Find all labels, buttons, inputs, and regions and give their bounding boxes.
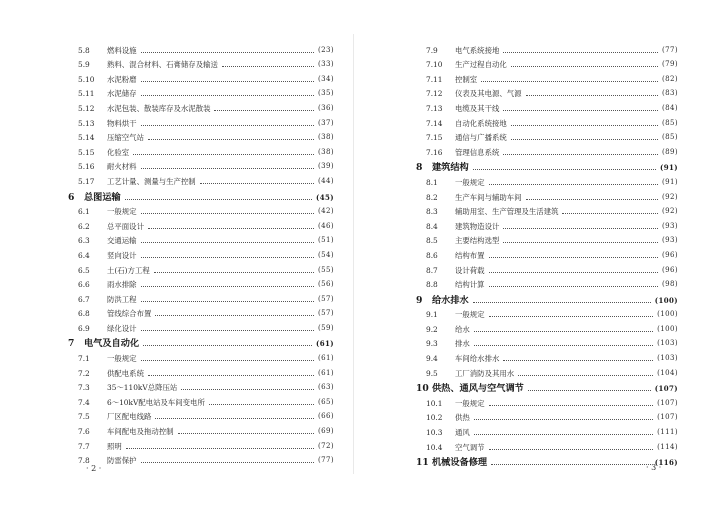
toc-entry-page: (23) (318, 45, 334, 54)
dot-leader (511, 125, 658, 126)
dot-leader (141, 125, 314, 126)
toc-entry-number: 8.6 (426, 250, 438, 260)
toc-entry-number: 9.2 (426, 324, 438, 334)
toc-entry-number: 10 (416, 383, 429, 395)
toc-entry-page: (33) (318, 60, 334, 69)
toc-entry-title: 化验室 (107, 147, 130, 157)
toc-entry-page: (100) (657, 310, 678, 319)
toc-entry-number: 8.8 (426, 280, 438, 290)
toc-entry-page: (56) (318, 280, 334, 289)
toc-entry-number: 9.4 (426, 354, 438, 364)
dot-leader (473, 302, 651, 303)
toc-entry-page: (54) (318, 250, 334, 259)
toc-entry-title: 生产车间与辅助车间 (455, 192, 522, 202)
toc-section-entry (68, 84, 334, 99)
toc-entry-title: 水泥包装、散装库存及水泥散装 (107, 103, 211, 113)
toc-entry-page: (103) (657, 354, 678, 363)
toc-entry-number: 10.4 (426, 442, 443, 452)
toc-entry-page: (96) (662, 265, 678, 274)
toc-section-entry (416, 231, 678, 246)
toc-entry-page: (98) (662, 280, 678, 289)
toc-entry-number: 7.5 (78, 412, 90, 422)
toc-chapter-entry (416, 157, 678, 173)
toc-entry-title: 一般规定 (107, 354, 137, 364)
toc-entry-number: 8.7 (426, 265, 438, 275)
toc-entry-page: (79) (662, 60, 678, 69)
dot-leader (489, 405, 654, 406)
dot-leader (155, 315, 314, 316)
toc-entry-number: 7.7 (78, 441, 90, 451)
dot-leader (133, 154, 314, 155)
toc-entry-title: 水泥储存 (107, 89, 137, 99)
toc-entry-number: 7.3 (78, 383, 90, 393)
toc-section-entry (416, 98, 678, 113)
toc-entry-page: (61) (318, 354, 334, 363)
dot-leader (518, 375, 653, 376)
dot-leader (474, 419, 653, 420)
toc-entry-number: 10.3 (426, 428, 443, 438)
toc-entry-page: (107) (657, 398, 678, 407)
toc-entry-page: (57) (318, 309, 334, 318)
toc-section-entry (68, 171, 334, 186)
toc-entry-page: (100) (657, 324, 678, 333)
toc-section-entry (416, 305, 678, 320)
toc-section-entry (68, 128, 334, 143)
toc-chapter-entry (416, 452, 678, 468)
toc-section-entry (416, 128, 678, 143)
dot-leader (503, 228, 658, 229)
toc-entry-title: 管理信息系统 (455, 147, 500, 157)
toc-entry-number: 7.15 (426, 133, 443, 143)
toc-entry-title: 电气及自动化 (84, 338, 140, 350)
toc-section-entry (68, 436, 334, 451)
toc-entry-page: (45) (316, 192, 334, 202)
toc-entry-number: 8.5 (426, 236, 438, 246)
toc-entry-page: (69) (318, 427, 334, 436)
toc-entry-title: 结构布置 (455, 250, 485, 260)
toc-section-entry (416, 275, 678, 290)
toc-entry-page: (36) (318, 103, 334, 112)
toc-entry-title: 电气系统接地 (455, 45, 500, 55)
dot-leader (155, 418, 314, 419)
toc-entry-title: 给水排水 (432, 294, 469, 306)
toc-entry-page: (114) (657, 442, 678, 451)
toc-entry-page: (107) (657, 413, 678, 422)
toc-entry-title: 电缆及其干线 (455, 103, 500, 113)
toc-entry-page: (65) (318, 397, 334, 406)
dot-leader (141, 286, 314, 287)
toc-entry-page: (35) (318, 89, 334, 98)
toc-section-entry (68, 260, 334, 275)
toc-entry-number: 7.8 (78, 456, 90, 466)
toc-entry-page: (44) (318, 176, 334, 185)
toc-section-entry (68, 378, 334, 393)
dot-leader (526, 95, 658, 96)
dot-leader (141, 213, 314, 214)
toc-entry-number: 6.3 (78, 236, 90, 246)
toc-entry-page: (66) (318, 412, 334, 421)
dot-leader (148, 375, 314, 376)
toc-entry-title: 控制室 (455, 74, 478, 84)
toc-entry-number: 6 (68, 191, 75, 203)
toc-entry-title: 通信与广播系统 (455, 133, 507, 143)
toc-entry-title: 自动化系统接地 (455, 118, 507, 128)
toc-entry-number: 9 (416, 294, 423, 306)
toc-entry-number: 5.17 (78, 176, 95, 186)
toc-entry-page: (38) (318, 147, 334, 156)
toc-entry-title: 绿化设计 (107, 323, 137, 333)
toc-entry-title: 总图运输 (84, 191, 121, 203)
toc-entry-title: 一般规定 (455, 177, 485, 187)
toc-entry-title: 主要结构选型 (455, 236, 500, 246)
toc-entry-number: 6.6 (78, 280, 90, 290)
dot-leader (503, 360, 653, 361)
toc-entry-page: (85) (662, 133, 678, 142)
toc-entry-number: 6.5 (78, 265, 90, 275)
toc-entry-number: 5.16 (78, 162, 95, 172)
dot-leader (511, 139, 658, 140)
page-gutter (353, 34, 354, 474)
dot-leader (526, 199, 658, 200)
toc-section-entry (68, 318, 334, 333)
toc-entry-page: (61) (318, 368, 334, 377)
toc-entry-title: 土(石)方工程 (107, 265, 150, 275)
dot-leader (562, 213, 658, 214)
toc-entry-number: 10.2 (426, 413, 443, 423)
toc-section-entry (68, 40, 334, 55)
dot-leader (474, 345, 653, 346)
toc-entry-page: (100) (654, 295, 678, 305)
toc-section-entry (416, 408, 678, 423)
toc-chapter-entry (68, 333, 334, 349)
toc-entry-title: 耐火材料 (107, 162, 137, 172)
toc-entry-number: 7.10 (426, 60, 443, 70)
dot-leader (178, 433, 314, 434)
dot-leader (209, 404, 314, 405)
toc-entry-number: 7.12 (426, 89, 443, 99)
toc-entry-number: 6.2 (78, 221, 90, 231)
toc-entry-page: (34) (318, 74, 334, 83)
toc-section-entry (416, 113, 678, 128)
toc-section-entry (68, 289, 334, 304)
toc-section-entry (68, 363, 334, 378)
dot-leader (481, 81, 658, 82)
toc-entry-title: 结构计算 (455, 280, 485, 290)
toc-entry-number: 5.12 (78, 103, 95, 113)
toc-section-entry (68, 98, 334, 113)
toc-section-entry (416, 69, 678, 84)
toc-entry-page: (116) (654, 458, 678, 468)
toc-entry-number: 5.13 (78, 118, 95, 128)
toc-entry-title: 熟料、混合材料、石膏储存及输送 (107, 60, 218, 70)
toc-entry-title: 照明 (107, 441, 122, 451)
toc-section-entry (416, 393, 678, 408)
toc-entry-page: (104) (657, 368, 678, 377)
toc-entry-title: 辅助用室、生产管理及生活建筑 (455, 207, 559, 217)
toc-entry-number: 9.3 (426, 339, 438, 349)
toc-section-entry (68, 407, 334, 422)
toc-entry-number: 6.1 (78, 207, 90, 217)
toc-entry-page: (59) (318, 323, 334, 332)
toc-entry-number: 5.9 (78, 60, 90, 70)
toc-section-entry (68, 157, 334, 172)
toc-entry-title: 供热、通风与空气调节 (432, 383, 524, 395)
dot-leader (200, 183, 314, 184)
toc-entry-title: 车间给水排水 (455, 354, 500, 364)
toc-section-entry (68, 216, 334, 231)
toc-entry-title: 防雷保护 (107, 456, 137, 466)
toc-entry-page: (93) (662, 236, 678, 245)
dot-leader (141, 242, 314, 243)
dot-leader (141, 462, 314, 463)
dot-leader (489, 286, 658, 287)
toc-entry-title: 一般规定 (107, 207, 137, 217)
toc-entry-page: (91) (662, 177, 678, 186)
toc-entry-page: (89) (662, 147, 678, 156)
toc-entry-page: (51) (318, 236, 334, 245)
dot-leader (489, 449, 654, 450)
dot-leader (141, 257, 314, 258)
right-page-toc (416, 40, 678, 467)
toc-entry-page: (77) (662, 45, 678, 54)
toc-entry-title: 供配电系统 (107, 368, 144, 378)
toc-section-entry (68, 113, 334, 128)
toc-entry-title: 6～10kV配电站及车间变电所 (107, 397, 205, 407)
toc-section-entry (68, 304, 334, 319)
toc-entry-title: 工厂消防及其用水 (455, 368, 515, 378)
toc-entry-title: 总平面设计 (107, 221, 144, 231)
toc-entry-title: 35～110kV总降压站 (107, 383, 178, 393)
dot-leader (511, 66, 658, 67)
toc-entry-page: (46) (318, 221, 334, 230)
dot-leader (181, 389, 314, 390)
toc-section-entry (416, 55, 678, 70)
toc-entry-title: 交通运输 (107, 236, 137, 246)
toc-entry-number: 8.1 (426, 177, 438, 187)
toc-entry-title: 通风 (455, 428, 470, 438)
toc-section-entry (68, 202, 334, 217)
toc-chapter-entry (68, 186, 334, 202)
toc-entry-title: 压缩空气站 (107, 133, 144, 143)
toc-section-entry (416, 363, 678, 378)
toc-entry-title: 空气调节 (455, 442, 485, 452)
toc-chapter-entry (416, 289, 678, 305)
toc-entry-title: 设计荷载 (455, 265, 485, 275)
toc-section-entry (416, 216, 678, 231)
toc-entry-title: 车间配电及拖动控制 (107, 427, 174, 437)
dot-leader (141, 360, 314, 361)
dot-leader (503, 110, 658, 111)
toc-entry-page: (85) (662, 118, 678, 127)
toc-entry-title: 管线综合布置 (107, 309, 152, 319)
toc-entry-page: (55) (318, 265, 334, 274)
toc-section-entry (68, 275, 334, 290)
toc-entry-number: 8.3 (426, 207, 438, 217)
toc-entry-title: 建筑结构 (432, 162, 469, 174)
toc-entry-number: 7.16 (426, 147, 443, 157)
dot-leader (503, 52, 658, 53)
toc-entry-title: 物料烘干 (107, 118, 137, 128)
toc-entry-title: 水泥粉磨 (107, 74, 137, 84)
toc-entry-page: (38) (318, 133, 334, 142)
toc-entry-number: 7.13 (426, 103, 443, 113)
right-page-number: · 3 · (646, 463, 662, 472)
toc-section-entry (416, 202, 678, 217)
toc-entry-number: 9.5 (426, 368, 438, 378)
toc-entry-number: 10.1 (426, 398, 443, 408)
toc-entry-page: (39) (318, 162, 334, 171)
toc-section-entry (68, 421, 334, 436)
dot-leader (148, 139, 314, 140)
toc-entry-title: 机械设备修理 (432, 457, 488, 469)
toc-entry-title: 燃料设施 (107, 45, 137, 55)
toc-section-entry (68, 142, 334, 157)
dot-leader (503, 154, 658, 155)
toc-section-entry (68, 451, 334, 466)
toc-entry-number: 6.9 (78, 323, 90, 333)
toc-section-entry (68, 245, 334, 260)
toc-entry-number: 7.11 (426, 74, 443, 84)
toc-entry-page: (82) (662, 74, 678, 83)
toc-entry-page: (107) (654, 384, 678, 394)
toc-entry-page: (83) (662, 89, 678, 98)
toc-entry-page: (37) (318, 118, 334, 127)
toc-section-entry (68, 348, 334, 363)
toc-section-entry (416, 245, 678, 260)
dot-leader (143, 345, 312, 346)
dot-leader (141, 168, 314, 169)
toc-entry-number: 5.8 (78, 45, 90, 55)
toc-entry-title: 竖向设计 (107, 250, 137, 260)
toc-entry-number: 5.11 (78, 89, 95, 99)
toc-entry-number: 7.4 (78, 397, 90, 407)
toc-section-entry (416, 84, 678, 99)
dot-leader (126, 448, 314, 449)
dot-leader (148, 228, 314, 229)
toc-entry-page: (92) (662, 192, 678, 201)
dot-leader (141, 301, 314, 302)
toc-entry-number: 8 (416, 162, 423, 174)
toc-entry-page: (103) (657, 339, 678, 348)
toc-entry-page: (72) (318, 441, 334, 450)
toc-entry-page: (91) (660, 163, 678, 173)
left-page-number: · 2 · (86, 464, 102, 473)
dot-leader (473, 169, 656, 170)
left-page-toc (68, 40, 334, 465)
toc-section-entry (68, 55, 334, 70)
toc-entry-number: 5.15 (78, 147, 95, 157)
toc-section-entry (416, 187, 678, 202)
toc-entry-number: 11 (416, 457, 429, 469)
toc-entry-title: 排水 (455, 339, 470, 349)
toc-entry-number: 5.10 (78, 74, 95, 84)
toc-chapter-entry (416, 378, 678, 394)
dot-leader (474, 331, 653, 332)
dot-leader (141, 330, 314, 331)
toc-entry-title: 供热 (455, 413, 470, 423)
toc-entry-title: 工艺计量、测量与生产控制 (107, 176, 196, 186)
dot-leader (503, 242, 658, 243)
toc-entry-page: (92) (662, 207, 678, 216)
toc-entry-number: 7.2 (78, 368, 90, 378)
dot-leader (491, 464, 651, 465)
toc-entry-title: 仪表及其电源、气源 (455, 89, 522, 99)
dot-leader (489, 184, 658, 185)
toc-entry-title: 雨水排除 (107, 280, 137, 290)
toc-entry-title: 厂区配电线路 (107, 412, 152, 422)
toc-section-entry (416, 40, 678, 55)
toc-section-entry (68, 69, 334, 84)
toc-entry-page: (111) (657, 428, 678, 437)
toc-entry-page: (63) (318, 383, 334, 392)
toc-entry-page: (77) (318, 456, 334, 465)
toc-section-entry (416, 334, 678, 349)
toc-entry-title: 防洪工程 (107, 294, 137, 304)
dot-leader (141, 95, 314, 96)
toc-entry-number: 7.6 (78, 427, 90, 437)
toc-entry-page: (61) (316, 339, 334, 349)
toc-entry-title: 生产过程自动化 (455, 60, 507, 70)
toc-entry-number: 9.1 (426, 310, 438, 320)
dot-leader (141, 52, 314, 53)
toc-entry-page: (42) (318, 207, 334, 216)
dot-leader (222, 66, 314, 67)
dot-leader (489, 316, 654, 317)
dot-leader (141, 81, 314, 82)
toc-section-entry (416, 437, 678, 452)
dot-leader (125, 199, 312, 200)
toc-entry-number: 7.9 (426, 45, 438, 55)
dot-leader (474, 434, 653, 435)
dot-leader (528, 390, 651, 391)
toc-entry-page: (96) (662, 250, 678, 259)
toc-entry-number: 7.1 (78, 354, 90, 364)
toc-section-entry (416, 422, 678, 437)
dot-leader (489, 272, 658, 273)
toc-entry-number: 6.7 (78, 294, 90, 304)
toc-entry-number: 5.14 (78, 133, 95, 143)
toc-section-entry (416, 260, 678, 275)
toc-section-entry (68, 392, 334, 407)
toc-entry-number: 8.4 (426, 221, 438, 231)
toc-entry-number: 6.4 (78, 250, 90, 260)
toc-section-entry (416, 142, 678, 157)
toc-entry-number: 7.14 (426, 118, 443, 128)
dot-leader (154, 272, 314, 273)
toc-entry-number: 6.8 (78, 309, 90, 319)
toc-entry-title: 建筑物造设计 (455, 221, 500, 231)
toc-entry-title: 给水 (455, 324, 470, 334)
toc-section-entry (416, 172, 678, 187)
dot-leader (489, 257, 658, 258)
toc-entry-page: (57) (318, 294, 334, 303)
dot-leader (214, 110, 314, 111)
toc-entry-number: 7 (68, 338, 75, 350)
toc-section-entry (416, 319, 678, 334)
toc-entry-number: 8.2 (426, 192, 438, 202)
toc-entry-page: (93) (662, 221, 678, 230)
toc-entry-page: (84) (662, 103, 678, 112)
toc-section-entry (68, 231, 334, 246)
toc-entry-title: 一般规定 (455, 310, 485, 320)
toc-entry-title: 一般规定 (455, 398, 485, 408)
toc-section-entry (416, 348, 678, 363)
